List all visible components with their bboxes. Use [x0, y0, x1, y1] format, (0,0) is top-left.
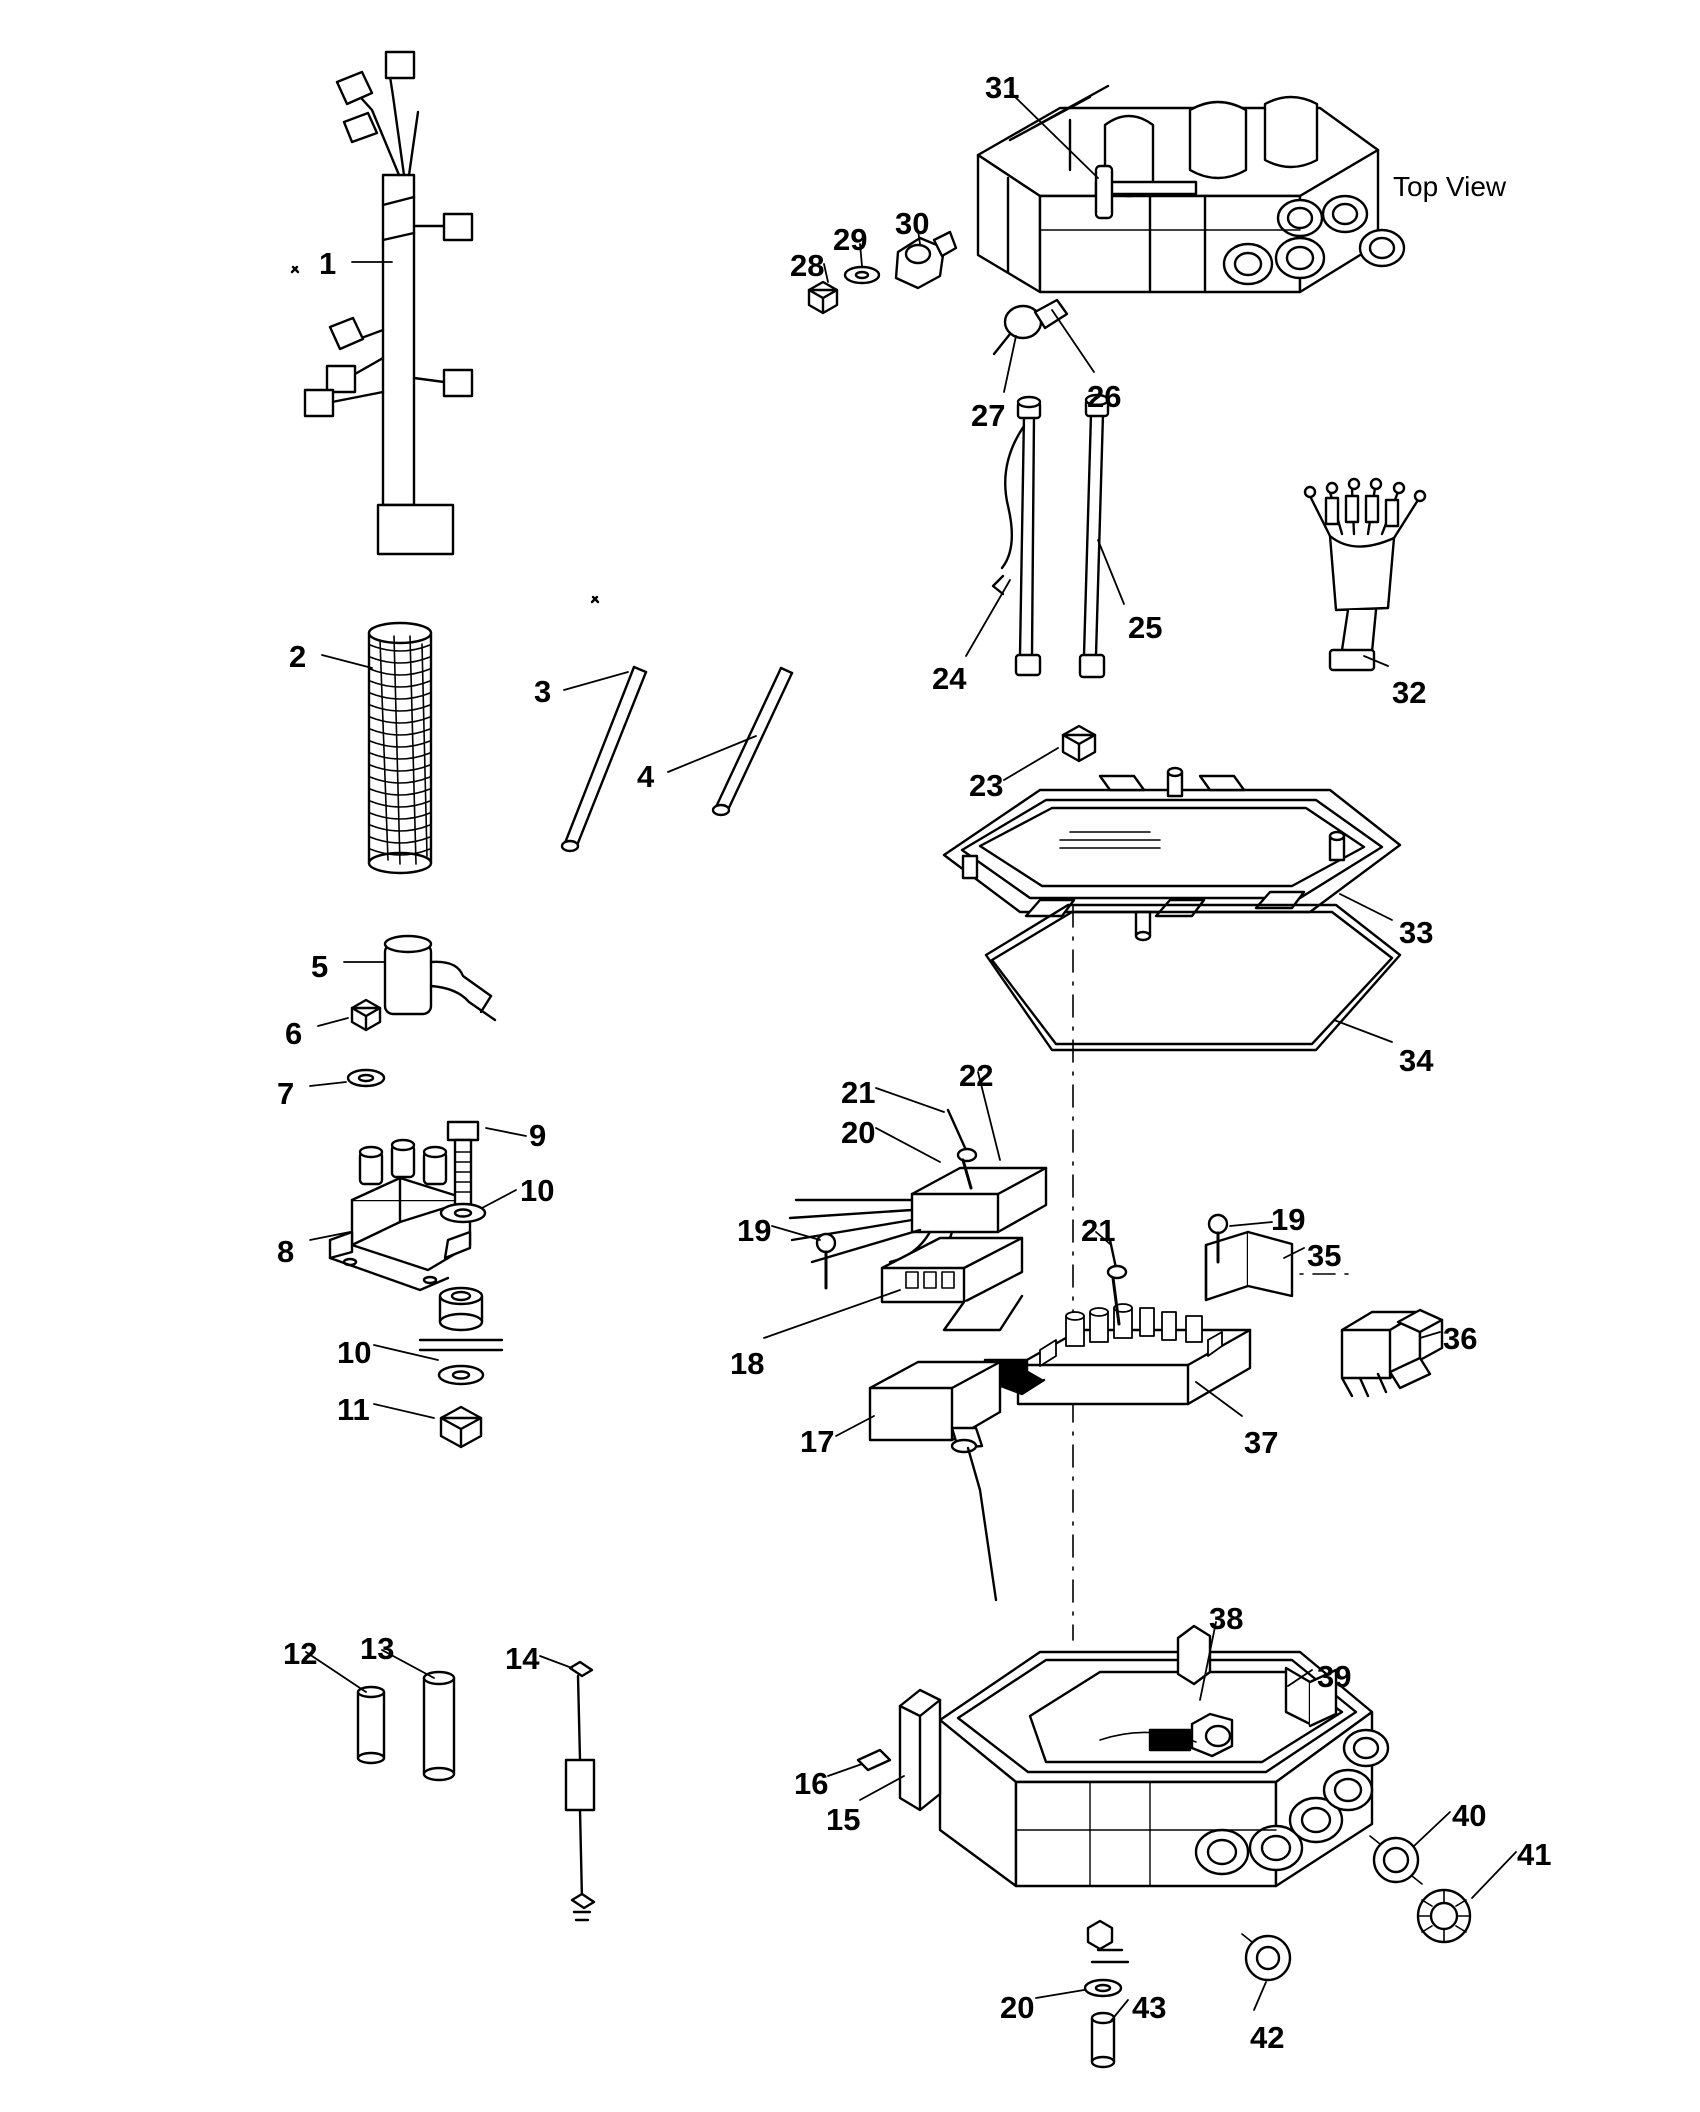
callout-11: 11 — [337, 1392, 370, 1427]
callout-10-upper: 10 — [520, 1173, 555, 1208]
part-36-relay — [1342, 1310, 1442, 1396]
part-12-tube — [358, 1687, 384, 1763]
callout-17: 17 — [800, 1424, 835, 1459]
part-40-cap — [1370, 1836, 1422, 1884]
part-14-fuse-lead — [566, 1662, 594, 1920]
callout-33: 33 — [1399, 915, 1434, 950]
part-39-housing-lower — [858, 1626, 1388, 2067]
part-34-gasket — [986, 905, 1400, 1050]
callout-35: 35 — [1307, 1238, 1342, 1273]
callout-19-right: 19 — [1271, 1202, 1306, 1237]
part-11-nut — [441, 1407, 481, 1447]
callout-16: 16 — [794, 1766, 829, 1801]
callout-39: 39 — [1317, 1659, 1352, 1694]
callout-28: 28 — [790, 248, 825, 283]
part-33-cover — [944, 768, 1400, 940]
part-grommet — [420, 1288, 502, 1350]
callout-38: 38 — [1209, 1601, 1244, 1636]
callout-42: 42 — [1250, 2020, 1285, 2055]
part-17-module — [870, 1362, 1000, 1600]
part-10-washer-upper — [441, 1204, 485, 1222]
callout-21-right: 21 — [1081, 1213, 1116, 1248]
part-26-27-bulb — [994, 300, 1067, 354]
callout-43: 43 — [1132, 1990, 1167, 2025]
callout-31: 31 — [985, 70, 1020, 105]
callout-10-lower: 10 — [337, 1335, 372, 1370]
callout-1: 1 — [319, 246, 337, 281]
part-29-washer — [845, 267, 879, 283]
part-24-cable — [993, 397, 1040, 675]
callout-37: 37 — [1244, 1425, 1279, 1460]
callout-23: 23 — [969, 768, 1004, 803]
callout-20-lower: 20 — [1000, 1990, 1035, 2025]
part-42-plug — [1242, 1934, 1290, 1980]
callout-2: 2 — [289, 639, 307, 674]
part-13-tube — [424, 1672, 454, 1780]
callout-8: 8 — [277, 1234, 295, 1269]
part-2-sleeve — [369, 623, 431, 873]
callout-3: 3 — [534, 674, 552, 709]
part-41-cap — [1418, 1890, 1470, 1942]
callout-20-upper: 20 — [841, 1115, 876, 1150]
callout-9: 9 — [529, 1118, 547, 1153]
callout-25: 25 — [1128, 610, 1163, 645]
callout-6: 6 — [285, 1016, 303, 1051]
top-view-label: Top View — [1393, 171, 1507, 202]
callout-15: 15 — [826, 1802, 861, 1837]
part-5-coil — [385, 936, 495, 1020]
part-31-housing-top-view — [978, 86, 1404, 292]
callout-41: 41 — [1517, 1837, 1552, 1872]
callout-30: 30 — [895, 206, 930, 241]
callout-26: 26 — [1087, 379, 1122, 414]
callout-40: 40 — [1452, 1798, 1487, 1833]
part-28-nut — [809, 282, 837, 313]
callout-19-left: 19 — [737, 1213, 772, 1248]
callout-12: 12 — [283, 1636, 318, 1671]
part-4-rod — [713, 668, 792, 815]
part-18-connector — [882, 1238, 1022, 1330]
part-19-standoff-left — [817, 1234, 835, 1288]
part-1-harness — [292, 52, 598, 602]
part-25-cable — [1080, 395, 1108, 677]
callout-7: 7 — [277, 1076, 295, 1111]
callout-36: 36 — [1443, 1321, 1478, 1356]
part-6-nut — [352, 1000, 380, 1030]
callout-21-upper: 21 — [841, 1075, 876, 1110]
callout-13: 13 — [360, 1631, 395, 1666]
part-7-washer — [348, 1070, 384, 1086]
callout-34: 34 — [1399, 1043, 1434, 1078]
callout-24: 24 — [932, 661, 967, 696]
part-3-rod — [562, 667, 646, 851]
callout-22: 22 — [959, 1058, 994, 1093]
callout-29: 29 — [833, 222, 868, 257]
callout-32: 32 — [1392, 675, 1427, 710]
part-10-washer-lower — [439, 1366, 483, 1384]
part-23-nut — [1063, 726, 1095, 761]
callout-4: 4 — [637, 759, 655, 794]
part-32-harness — [1305, 479, 1425, 670]
callout-27: 27 — [971, 398, 1006, 433]
callout-14: 14 — [505, 1641, 540, 1676]
callout-18: 18 — [730, 1346, 765, 1381]
callout-5: 5 — [311, 949, 329, 984]
